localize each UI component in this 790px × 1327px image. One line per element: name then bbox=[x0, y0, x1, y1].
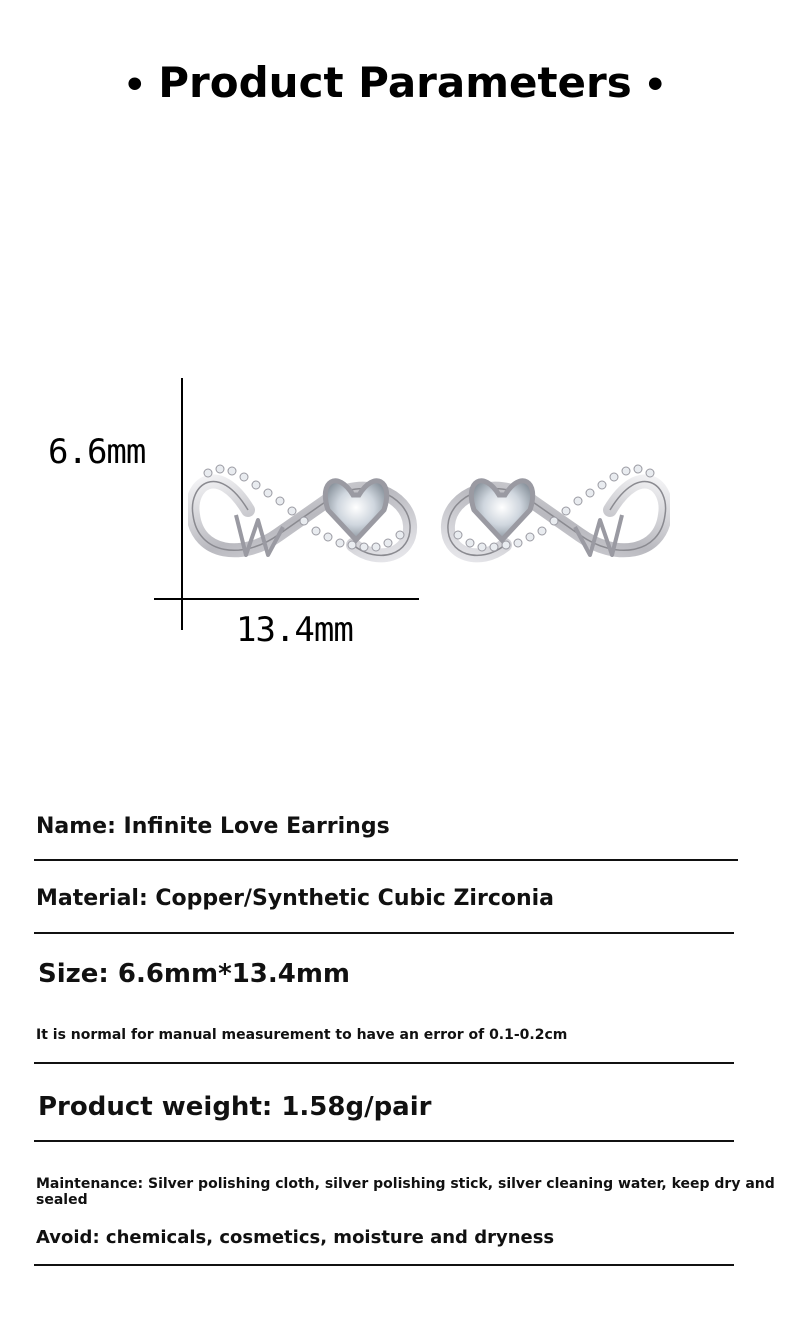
divider bbox=[34, 859, 738, 861]
divider bbox=[34, 932, 734, 934]
param-size-note: It is normal for manual measurement to have an error of 0.1-0.2cm bbox=[36, 1027, 568, 1043]
width-dimension-line bbox=[154, 598, 419, 600]
infinity-heart-earring-icon bbox=[440, 455, 670, 575]
infinity-heart-earring-icon bbox=[188, 455, 418, 575]
title-bullet-right: • bbox=[643, 65, 667, 106]
param-name: Name: Infinite Love Earrings bbox=[36, 814, 390, 839]
param-material: Material: Copper/Synthetic Cubic Zirconia bbox=[36, 886, 555, 911]
width-dimension-label: 13.4mm bbox=[236, 610, 353, 650]
height-dimension-label: 6.6mm bbox=[48, 432, 146, 472]
divider bbox=[34, 1140, 734, 1142]
title-bullet-left: • bbox=[123, 65, 147, 106]
param-maintenance: Maintenance: Silver polishing cloth, silver polishing stick, silver cleaning water, keep dry and sealed bbox=[36, 1176, 775, 1208]
param-avoid: Avoid: chemicals, cosmetics, moisture and dryness bbox=[36, 1227, 555, 1248]
param-size: Size: 6.6mm*13.4mm bbox=[38, 959, 351, 989]
divider bbox=[34, 1062, 734, 1064]
divider bbox=[34, 1264, 734, 1266]
title-text: Product Parameters bbox=[158, 58, 632, 107]
product-figure bbox=[0, 360, 790, 660]
page-title bbox=[0, 58, 790, 107]
height-dimension-line bbox=[181, 378, 183, 630]
param-weight: Product weight: 1.58g/pair bbox=[38, 1092, 432, 1122]
